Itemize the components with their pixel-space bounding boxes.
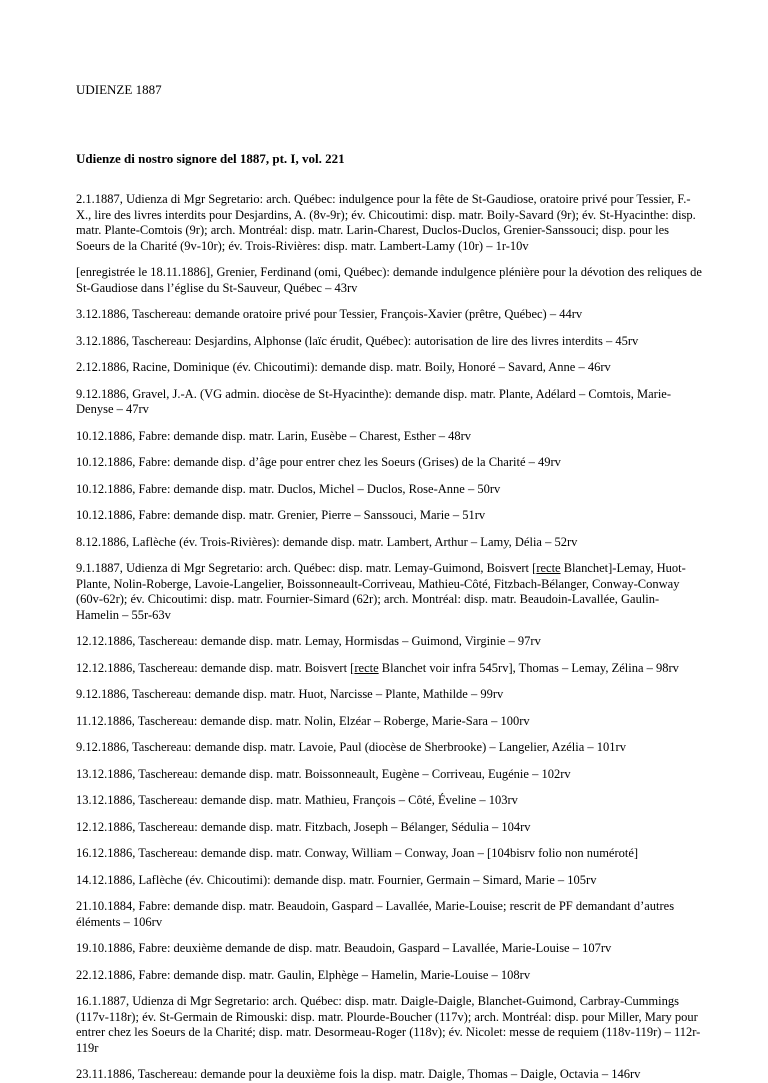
- entry-2: [enregistrée le 18.11.1886], Grenier, Ferdinand (omi, Québec): demande indulgence plénière pour la dévotion des reliques de St-Gaudiose dans l’église du St-Sauveur, Québec – 43rv: [76, 265, 702, 295]
- entry-9: 10.12.1886, Fabre: demande disp. matr. Duclos, Michel – Duclos, Rose-Anne – 50rv: [76, 481, 501, 496]
- entry-22: 14.12.1886, Laflèche (év. Chicoutimi): demande disp. matr. Fournier, Germain – Simard, Marie – 105rv: [76, 872, 597, 887]
- entry-list: [76, 192, 702, 1083]
- entry-27: 23.11.1886, Taschereau: demande pour la deuxième fois la disp. matr. Daigle, Thomas – Daigle, Octavia – 146rv: [76, 1067, 641, 1081]
- section-title: Udienze di nostro signore del 1887, pt. I, vol. 221: [76, 151, 345, 166]
- entry-14: [76, 661, 702, 677]
- entry-18: 13.12.1886, Taschereau: demande disp. matr. Boissonneault, Eugène – Corriveau, Eugénie – 102rv: [76, 766, 571, 781]
- recte-note: recte: [354, 660, 379, 675]
- entry-3: 3.12.1886, Taschereau: demande oratoire privé pour Tessier, François-Xavier (prêtre, Québec) – 44rv: [76, 307, 583, 321]
- entry-1: 2.1.1887, Udienza di Mgr Segretario: arch. Québec: indulgence pour la fête de St-Gaudiose, oratoire privé pour Tessier, F.-X., lire des livres interdits pour Desjardins, A. (8v-9r); év. Chicoutimi: disp. matr. Boily-Savard (9r); év. St-Hyacinthe: disp. matr. Plante-Comtois (9r); arch. Montréal: disp. matr. Larin-Charest, Duclos-Duclos, Grenier-Sanssouci; disp. pour les Soeurs de la Charité (9v-10r); év. Trois-Rivières: disp. matr. Lambert-Lamy (10r) – 1r-10v: [76, 192, 696, 253]
- entry-24: 19.10.1886, Fabre: deuxième demande de disp. matr. Beaudoin, Gaspard – Lavallée, Marie-Louise – 107rv: [76, 941, 612, 955]
- entry-13: 12.12.1886, Taschereau: demande disp. matr. Lemay, Hormisdas – Guimond, Virginie – 97rv: [76, 634, 541, 648]
- entry-12-before: 9.1.1887, Udienza di Mgr Segretario: arch. Québec: disp. matr. Lemay-Guimond, Boisvert [: [76, 561, 537, 575]
- entry-12: [76, 561, 702, 623]
- entry-11: 8.12.1886, Laflèche (év. Trois-Rivières): demande disp. matr. Lambert, Arthur – Lamy, Délia – 52rv: [76, 534, 578, 549]
- entry-14-after: Blanchet voir infra 545rv], Thomas – Lemay, Zélina – 98rv: [378, 660, 679, 675]
- entry-8: 10.12.1886, Fabre: demande disp. d’âge pour entrer chez les Soeurs (Grises) de la Charité – 49rv: [76, 455, 561, 469]
- entry-10: 10.12.1886, Fabre: demande disp. matr. Grenier, Pierre – Sanssouci, Marie – 51rv: [76, 508, 486, 522]
- entry-16: 11.12.1886, Taschereau: demande disp. matr. Nolin, Elzéar – Roberge, Marie-Sara – 100rv: [76, 713, 530, 728]
- recte-note: recte: [536, 561, 561, 575]
- entry-4: 3.12.1886, Taschereau: Desjardins, Alphonse (laïc érudit, Québec): autorisation de lire des livres interdits – 45rv: [76, 333, 639, 348]
- entry-14-before: 12.12.1886, Taschereau: demande disp. matr. Boisvert [: [76, 660, 355, 675]
- entry-6: 9.12.1886, Gravel, J.-A. (VG admin. diocèse de St-Hyacinthe): demande disp. matr. Plante, Adélard – Comtois, Marie-Denyse – 47rv: [76, 386, 672, 416]
- entry-5: 2.12.1886, Racine, Dominique (év. Chicoutimi): demande disp. matr. Boily, Honoré – Savard, Anne – 46rv: [76, 360, 611, 374]
- entry-26: 16.1.1887, Udienza di Mgr Segretario: arch. Québec: disp. matr. Daigle-Daigle, Blanchet-Guimond, Carbray-Cummings (117v-118r); év. St-Germain de Rimouski: disp. matr. Plourde-Boucher (117v); arch. Montréal: disp. pour Miller, Mary pour entrer chez les Soeurs de la Charité; disp. matr. Desormeau-Roger (118v); év. Nicolet: messe de requiem (118v-119r) – 112r-119r: [76, 994, 701, 1055]
- entry-20: 12.12.1886, Taschereau: demande disp. matr. Fitzbach, Joseph – Bélanger, Sédulia – 104rv: [76, 819, 531, 834]
- entry-25: 22.12.1886, Fabre: demande disp. matr. Gaulin, Elphège – Hamelin, Marie-Louise – 108rv: [76, 967, 531, 982]
- entry-19: 13.12.1886, Taschereau: demande disp. matr. Mathieu, François – Côté, Éveline – 103rv: [76, 793, 518, 807]
- entry-23: 21.10.1884, Fabre: demande disp. matr. Beaudoin, Gaspard – Lavallée, Marie-Louise; rescrit de PF demandant d’autres éléments – 106rv: [76, 899, 675, 929]
- entry-21: 16.12.1886, Taschereau: demande disp. matr. Conway, William – Conway, Joan – [104bisrv folio non numéroté]: [76, 846, 639, 860]
- entry-7: 10.12.1886, Fabre: demande disp. matr. Larin, Eusèbe – Charest, Esther – 48rv: [76, 428, 472, 443]
- document-heading: UDIENZE 1887: [76, 82, 162, 97]
- entry-12-after: Blanchet]-Lemay, Huot-Plante, Nolin-Roberge, Lavoie-Langelier, Boissonneault-Corriveau, Mathieu-Côté, Fitzbach-Bélanger, Conway-Conway (60v-62r); év. Chicoutimi: disp. matr. Fournier-Simard (62r); arch. Montréal: disp. matr. Beaudoin-Lavallée, Gaulin-Hamelin – 55r-63v: [76, 561, 686, 622]
- entry-15: 9.12.1886, Taschereau: demande disp. matr. Huot, Narcisse – Plante, Mathilde – 99rv: [76, 687, 504, 701]
- entry-17: 9.12.1886, Taschereau: demande disp. matr. Lavoie, Paul (diocèse de Sherbrooke) – Langelier, Azélia – 101rv: [76, 740, 626, 754]
